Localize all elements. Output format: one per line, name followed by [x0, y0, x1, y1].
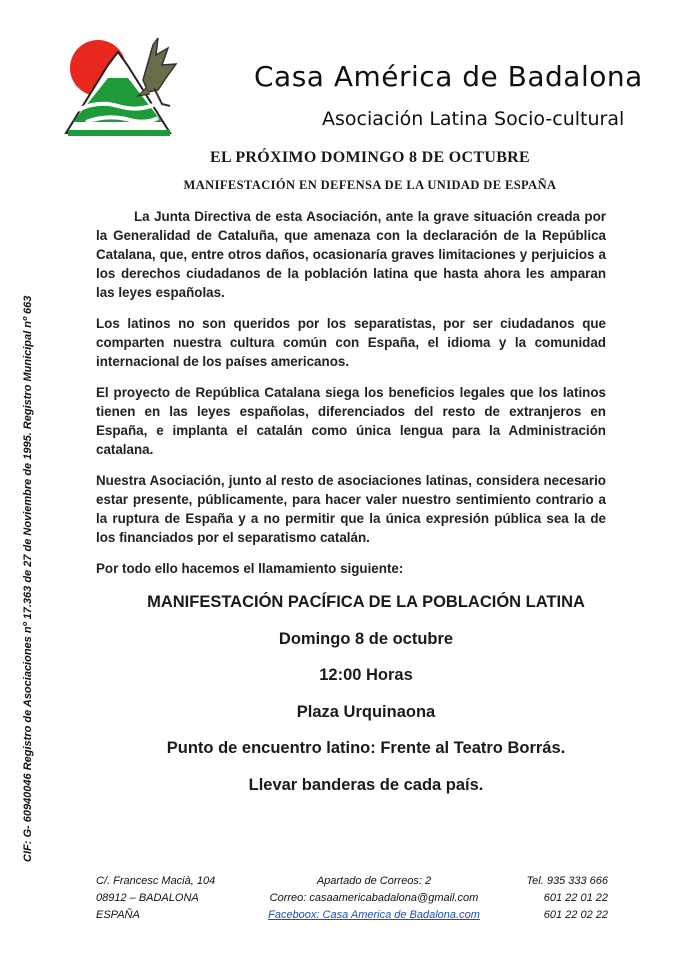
address-line: ESPAÑA	[96, 909, 140, 921]
event-title: MANIFESTACIÓN PACÍFICA DE LA POBLACIÓN LATINA	[147, 593, 585, 611]
paragraph: Nuestra Asociación, junto al resto de asociaciones latinas, considera necesario estar presente, públicamente, para hacer valer nuestro sentimiento contrario a la ruptura de España y a no permitir que la única expresión pública sea la de los financiados por el separatismo catalán.	[96, 473, 606, 545]
email-line	[254, 890, 494, 907]
email-label: Correo:	[269, 892, 307, 904]
paragraph: La Junta Directiva de esta Asociación, ante la grave situación creada por la Generalidad de Cataluña, que amenaza con la declaración de la República Catalana, que, entre otros daños, ocasionaría graves limitaciones y perjuicios a los derechos ciudadanos de la población latina que hasta ahora les amparan las leyes españolas.	[96, 209, 606, 300]
phone-line: 601 22 01 22	[543, 892, 608, 904]
address-line: C/. Francesc Macià, 104	[96, 875, 216, 887]
paragraph: Por todo ello hacemos el llamamiento siguiente:	[96, 561, 404, 576]
paragraph: Los latinos no son queridos por los separatistas, por ser ciudadanos que comparten nuestra cultura común con España, el idioma y la comunidad internacional de los países americanos.	[96, 316, 606, 369]
registration-side-text: CIF: G- 60940046 Registro de Asociaciones nº 17.363 de 27 de Noviembre de 1995. Registro Municipal nº 663	[22, 295, 34, 862]
event-time: 12:00 Horas	[319, 666, 413, 684]
phone-line: Tel. 935 333 666	[526, 875, 608, 887]
footer-contact	[254, 873, 494, 924]
phone-line: 601 22 02 22	[543, 909, 608, 921]
event-date: Domingo 8 de octubre	[278, 629, 454, 648]
logo	[58, 30, 183, 145]
event-place: Plaza Urquinaona	[296, 702, 436, 721]
paragraph: El proyecto de República Catalana siega los beneficios legales que los latinos tienen en las leyes españolas, diferenciados del resto de extranjeros en España, e implanta el catalán como única lengua para la Administración catalana.	[96, 385, 606, 457]
footer-phones	[508, 873, 608, 924]
po-box: Apartado de Correos: 2	[316, 875, 432, 887]
event-meeting-point: Punto de encuentro latino: Frente al Teatro Borrás.	[166, 739, 566, 757]
email-address[interactable]: casaamericabadalona@gmail.com	[309, 892, 479, 904]
event-note: Llevar banderas de cada país.	[248, 775, 484, 794]
letter-body	[96, 207, 606, 590]
date-heading: EL PRÓXIMO DOMINGO 8 DE OCTUBRE	[210, 149, 530, 166]
address-line: 08912 – BADALONA	[96, 892, 199, 904]
facebook-link[interactable]: Faceboox: Casa America de Badalona.com	[268, 909, 480, 921]
event-details	[96, 592, 636, 811]
organization-subtitle: Asociación Latina Socio-cultural	[322, 108, 625, 130]
footer-address	[96, 873, 246, 924]
subject-heading: MANIFESTACIÓN EN DEFENSA DE LA UNIDAD DE ESPAÑA	[183, 178, 557, 192]
organization-name: Casa América de Badalona	[254, 60, 643, 93]
